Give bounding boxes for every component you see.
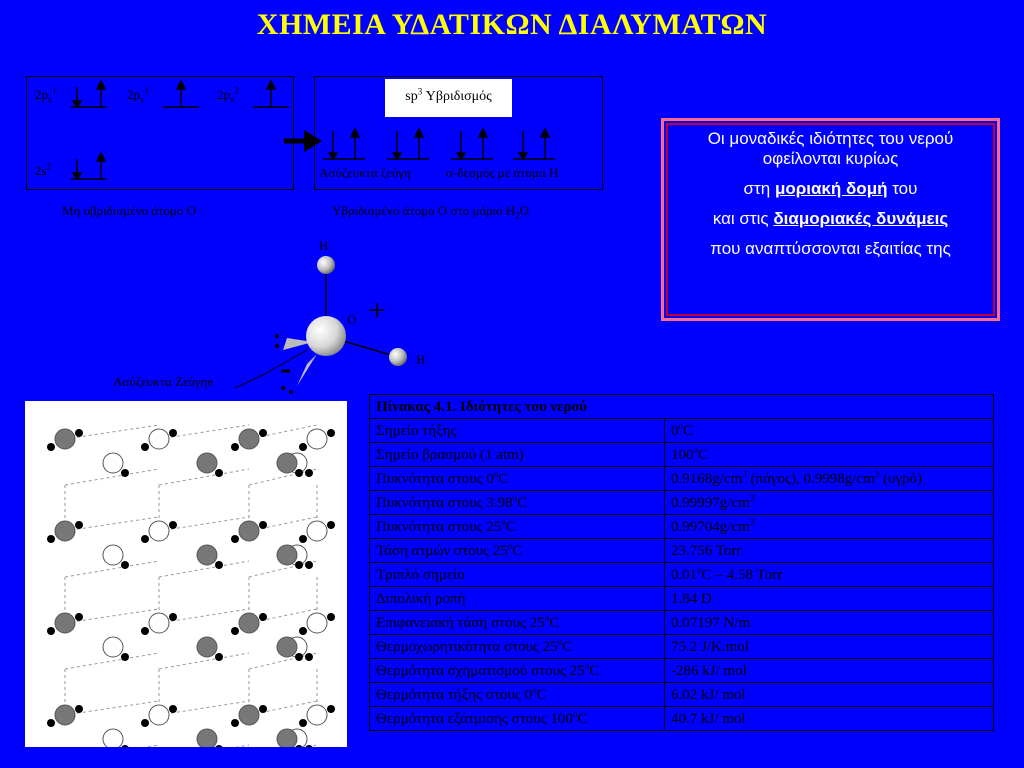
oxygen-label: O <box>347 312 357 327</box>
table-caption: Πίνακας 4.1. Ιδιότητες του νερού <box>370 395 994 419</box>
property-value-cell: 1.84 D <box>665 587 994 611</box>
note-line-4: που αναπτύσσονται εξαιτίας της <box>710 239 951 258</box>
property-name-cell: Πυκνότητα στους 25$^o$C <box>370 515 665 539</box>
property-value-cell: 0.07197 N/m <box>665 611 994 635</box>
property-name-cell: Τάση ατμών στους 25$^o$C <box>370 539 665 563</box>
orbital-label-2s: $2s^2$ <box>35 161 52 178</box>
property-name-cell: Σημείο τήξης <box>370 419 665 443</box>
table-row <box>370 539 994 563</box>
partial-negative-sign: - <box>280 350 292 387</box>
sp3-hybridization-label: $sp^3$ Υβριδισμός <box>385 79 512 117</box>
property-value-cell: $0.9168g/cm^3$ (πάγος), $0.9998g/cm^3$ (υγρό) <box>665 467 994 491</box>
lone-pairs-molecule-label: Ασύζευκτα Ζεύγηe <box>113 374 214 389</box>
table-row <box>370 587 994 611</box>
water-properties-note <box>661 118 1000 321</box>
ice-lattice-drawing <box>25 401 347 747</box>
property-value-cell: 6.02 kJ/ mol <box>665 683 994 707</box>
property-name-cell: Θερμότητα εξάτμισης στους 100$^o$C <box>370 707 665 731</box>
partial-positive-sign: + <box>368 292 387 328</box>
property-name-cell: Διπολική ροπή <box>370 587 665 611</box>
note-line-2: στη μοριακή δομή του <box>743 179 918 198</box>
water-molecule-diagram <box>225 238 445 398</box>
property-value-cell: -286 kJ/ mol <box>665 659 994 683</box>
property-value-cell: 75.2 J/K.mol <box>665 635 994 659</box>
property-value-cell: 0.01$^o$C – 4.58 Torr <box>665 563 994 587</box>
sigma-bond-label: σ-δεσμός με άτομα Η <box>446 165 559 180</box>
water-properties-table <box>369 394 994 731</box>
note-line-1: Οι μοναδικές ιδιότητες του νερού οφείλονται κυρίως <box>707 129 954 168</box>
property-name-cell: Πυκνότητα στους 3.98$^o$C <box>370 491 665 515</box>
lone-pairs-label: Ασύζευκτα ζεύγη <box>319 165 411 180</box>
table-row <box>370 611 994 635</box>
orbital-label-2py: $2p_y^1$ <box>127 85 149 105</box>
note-line-3: και στις διαμοριακές δυνάμεις <box>712 209 949 228</box>
table-row <box>370 467 994 491</box>
hybridized-caption: Υβριδισμένο άτομο Ο στο μόριο $H_2O$ <box>332 203 530 221</box>
property-name-cell: Τριπλό σημείο <box>370 563 665 587</box>
property-value-cell: 23.756 Torr <box>665 539 994 563</box>
table-row <box>370 635 994 659</box>
hydrogen-right-label: H <box>416 352 426 367</box>
property-value-cell: 40.7 kJ/ mol <box>665 707 994 731</box>
property-name-cell: Θερμότητα τήξης στους 0$^o$C <box>370 683 665 707</box>
property-name-cell: Θερμότητα σχηματισμού στους 25$^o$C <box>370 659 665 683</box>
orbital-arrows <box>27 77 293 189</box>
table-row <box>370 683 994 707</box>
property-value-cell: $0.99704g/cm^3$ <box>665 515 994 539</box>
slide-title: ΧΗΜΕΙΑ ΥΔΑΤΙΚΩΝ ΔΙΑΛΥΜΑΤΩΝ <box>256 8 768 41</box>
property-value-cell: 0$^o$C <box>665 419 994 443</box>
property-value-cell: 100$^o$C <box>665 443 994 467</box>
hydrogen-top-label: H <box>319 238 329 253</box>
table-row <box>370 443 994 467</box>
orbital-label-2pz: $2p_z^1$ <box>35 85 57 105</box>
table-row <box>370 515 994 539</box>
property-name-cell: Σημείο βρασμού (1 atm) <box>370 443 665 467</box>
table-row <box>370 491 994 515</box>
property-name-cell: Θερμοχωρητικότητα στους 25$^o$C <box>370 635 665 659</box>
table-row <box>370 659 994 683</box>
unhybridized-orbital-diagram <box>26 76 294 190</box>
table-row <box>370 419 994 443</box>
ice-crystal-structure-image <box>25 401 347 747</box>
table-row <box>370 707 994 731</box>
unhybridized-caption: Μη υβριδισμένο άτομο Ο <box>62 203 196 218</box>
table-row <box>370 563 994 587</box>
orbital-label-2px: $2p_x^2$ <box>217 85 239 105</box>
property-name-cell: Πυκνότητα στους 0$^o$C <box>370 467 665 491</box>
property-value-cell: $0.99997g/cm^3$ <box>665 491 994 515</box>
property-name-cell: Επιφανειακή τάση στους 25$^o$C <box>370 611 665 635</box>
